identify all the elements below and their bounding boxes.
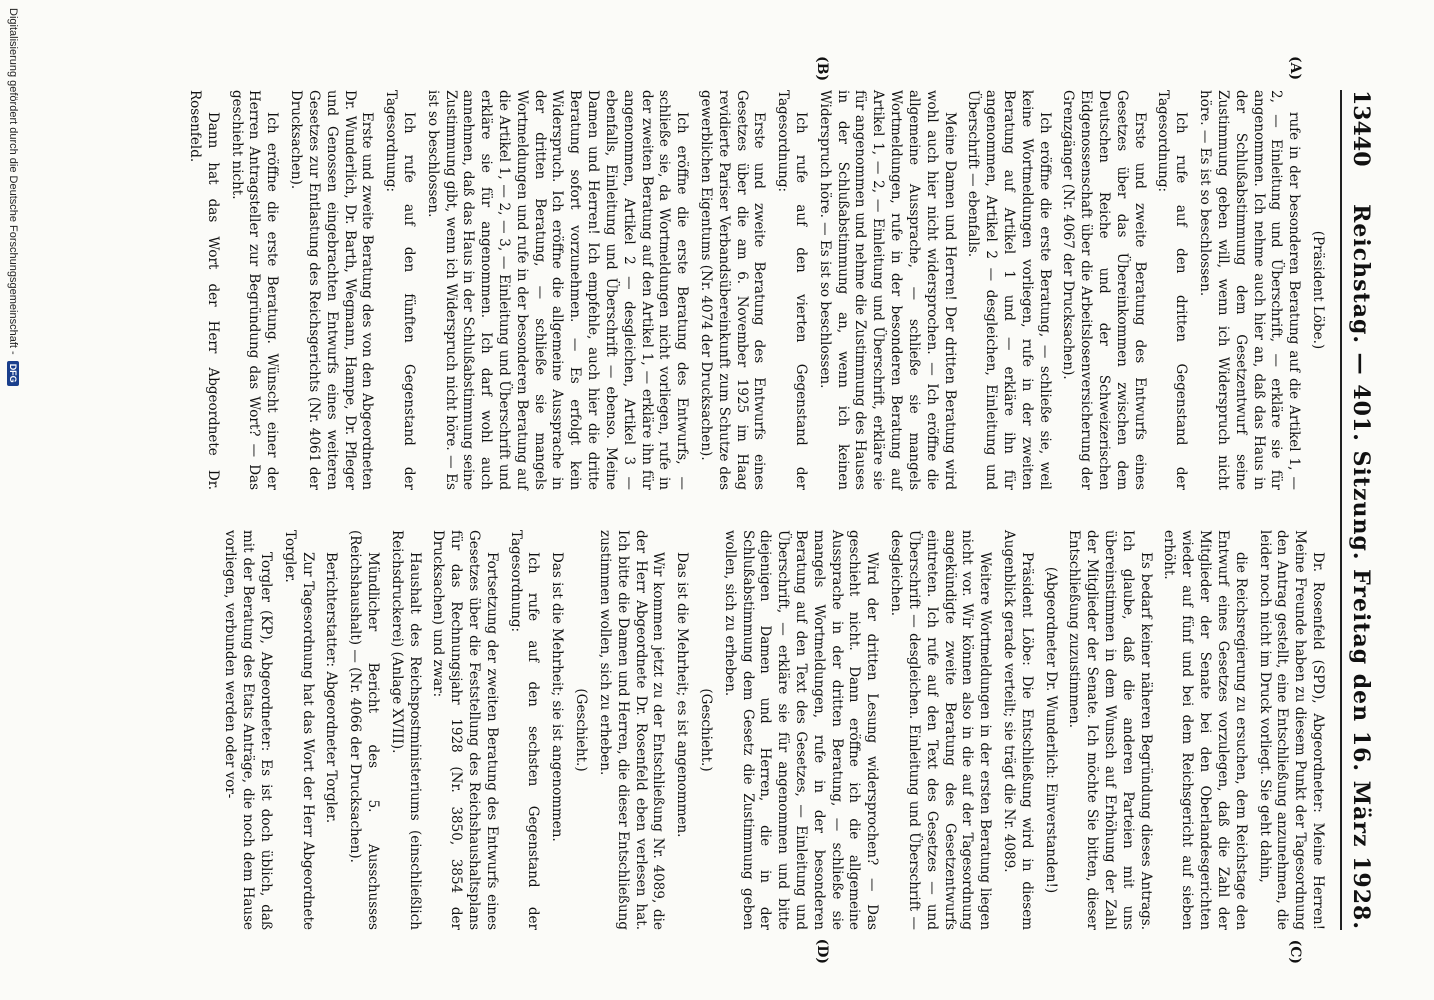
paragraph: Erste und zweite Beratung des Entwurfs eines Gesetzes über das Übereinkommen zwischen dem Deutschen Reiche und der Schweizerischen Eidgenossenschaft über die Arbeitslosenversicherung der Grenzgänger (Nr. 4067 der Drucksachen). — [1060, 90, 1148, 490]
margin-letter-c: (C) — [1287, 939, 1303, 964]
paragraph: Ich rufe auf den fünften Gegenstand der Tagesordnung: — [383, 90, 417, 490]
paragraph: Präsident Löbe: Die Entschließung wird in diesem Augenblick gerade verteilt; sie trägt die Nr. 4089. — [1001, 530, 1035, 930]
paragraph: Das ist die Mehrheit; sie ist angenommen. — [549, 552, 566, 842]
dfg-logo: DFG — [7, 361, 19, 386]
paragraph: Dr. Rosenfeld (SPD), Abgeordneter: Meine Herren! Meine Freunde haben zu diesem Punkt der Tagesordnung den Antrag gestellt, eine Entschließung anzunehmen, die leider noch nicht im Druck vorliegt. Sie geht dahin, — [1256, 530, 1326, 930]
page-title: Reichstag. — 401. Sitzung. Freitag den 16. März 1928. — [1348, 204, 1374, 930]
paragraph: Erste und zweite Beratung des Entwurfs eines Gesetzes über die am 6. November 1925 im Haag revidierte Pariser Verbandsübereinkunft zum Schutze des gewerblichen Eigentums (Nr. 4074 der Drucksachen). — [698, 90, 768, 490]
text-columns — [179, 56, 1326, 964]
paragraph: Weitere Wortmeldungen in der ersten Beratung liegen nicht vor. Wir können also in die auf der Tagesordnung angekündigte zweite Beratung des Gesetzentwurfs eintreten. Ich rufe auf den Text des Gesetzes — und Überschrift — desgleichen. Einleitung und Überschrift — desgleichen. — [888, 530, 994, 930]
paragraph: Wird der dritten Lesung widersprochen? — Das geschieht nicht. Dann eröffne ich die allgemeine Aussprache in der dritten Beratung, — schließe sie mangels Wortmeldungen, rufe in der besonderen Beratung auf den Text des Gesetzes, — Einleitung und Überschrift, — erkläre sie für angenommen und bitte diejenigen Damen und Herren, die in der Schlußabstimmung dem Gesetz die Zustimmung geben wollen, sich zu erheben. — [721, 530, 881, 930]
paragraph: Meine Damen und Herren! Der dritten Beratung wird wohl auch hier nicht widersprochen. — Ich eröffne die allgemeine Aussprache, — schließe sie mangels Wortmeldungen, rufe in der besonderen Beratung auf Artikel 1, — 2, — Einleitung und Überschrift, erkläre sie für angenommen und nehme die Zustimmung des Hauses in der Schlußabstimmung an, wenn ich keinen Widerspruch höre. — Es ist so beschlossen. — [816, 90, 958, 490]
paragraph: Ich rufe auf den vierten Gegenstand der Tagesordnung: — [775, 90, 810, 490]
paragraph: (Präsident Löbe.) — [1310, 230, 1326, 350]
footer-credit: Digitalisierung gefördert durch die Deutsche Forschungsgemeinschaft - — [7, 8, 19, 355]
paragraph: Zur Tagesordnung hat das Wort der Herr Abgeordnete Torgler. — [281, 530, 316, 930]
paragraph: Ich eröffne die erste Beratung. Wünscht einer der Herren Antragsteller zur Begründung das Wort? — Das geschieht nicht. — [228, 90, 281, 490]
paragraph: Ich rufe auf den dritten Gegenstand der Tagesordnung: — [1155, 90, 1190, 490]
margin-letter-b: (B) — [814, 56, 830, 82]
paragraph: Erste und zweite Beratung des von den Abgeordneten Dr. Wunderlich, Dr. Barth, Wegmann, Hampe, Dr. Pfleger und Genossen eingebrachten Entwurfs eines weiteren Gesetzes zur Entlastung des Reichsgerichts (Nr. 4061 der Drucksachen). — [288, 90, 376, 490]
page-header — [1340, 90, 1374, 930]
paragraph: (Geschieht.) — [573, 688, 590, 772]
paragraph: Torgler (KP), Abgeordneter: Es ist doch üblich, daß mit der Beratung des Etats Anträge, die noch dem Hause vorliegen, verbunden werden oder vor- — [222, 530, 274, 930]
paragraph: Wir kommen jetzt zu der Entschließung Nr. 4089, die der Herr Abgeordnete Dr. Rosenfeld eben verlesen hat. Ich bitte die Damen und Herren, die dieser Entschließung zustimmen wollen, sich zu erheben. — [596, 530, 667, 930]
paragraph: Mündlicher Bericht des 5. Ausschusses (Reichshaushalt) — (Nr. 4066 der Drucksachen). — [347, 530, 381, 930]
margin-letter-d: (D) — [814, 938, 830, 964]
paragraph: Dann hat das Wort der Herr Abgeordnete Dr. Rosenfeld. — [187, 90, 221, 490]
paragraph: Ich rufe auf den sechsten Gegenstand der Tagesordnung: — [507, 530, 542, 930]
margin-letter-a: (A) — [1287, 56, 1303, 81]
paragraph: Das ist die Mehrheit; es ist angenommen. — [674, 552, 691, 838]
left-column — [179, 56, 1326, 490]
paragraph: Es bedarf keiner näheren Begründung dieses Antrags. Ich glaube, daß die anderen Parteien mit uns übereinstimmen in dem Wunsch auf Erhöhung der Zahl der Mitglieder der Senate. Ich möchte Sie bitten, dieser Entschließung zuzustimmen. — [1066, 530, 1154, 930]
paragraph: (Geschieht.) — [698, 688, 714, 772]
right-column — [179, 530, 1326, 964]
digitization-footer — [0, 0, 26, 1000]
paragraph: (Abgeordneter Dr. Wunderlich: Einverstanden!) — [1042, 566, 1059, 894]
paragraph: Haushalt des Reichspostministeriums (einschließlich Reichsdruckerei) (Anlage XVIII). — [388, 530, 423, 930]
paragraph: Berichterstatter: Abgeordneter Torgler. — [323, 552, 340, 824]
paragraph: Ich eröffne die erste Beratung des Entwurfs, — schließe sie, da Wortmeldungen nicht vorliegen, rufe in der zweiten Beratung auf den Artikel 1, — erkläre ihn für angenommen, Artikel 2 — desgleichen, Artikel 3 — ebenfalls, Einleitung und Überschrift — ebenso. Meine Damen und Herren! Ich empfehle, auch hier die dritte Beratung sofort vorzunehmen. — Es erfolgt kein Widerspruch. Ich eröffne die allgemeine Aussprache in der dritten Beratung, — schließe sie mangels Wortmeldungen und rufe in der besonderen Beratung auf die Artikel 1, — 2, — 3, — Einleitung und Überschrift und erkläre sie für angenommen. Ich darf wohl auch annehmen, daß das Haus in der Schlußabstimmung seine Zustimmung gibt, wenn ich Widerspruch nicht höre. — Es ist so beschlossen. — [424, 90, 691, 490]
paragraph: Fortsetzung der zweiten Beratung des Entwurfs eines Gesetzes über die Feststellung des Reichshaushaltsplans für das Rechnungsjahr 1928 (Nr. 3850, 3854 der Drucksachen) und zwar: — [430, 530, 500, 930]
paragraph: die Reichsregierung zu ersuchen, dem Reichstage den Entwurf eines Gesetzes vorzulegen, daß die Zahl der Mitglieder der Senate bei den Oberlandesgerichten wieder auf fünf und bei dem Reichsgericht auf sieben erhöht. — [1161, 530, 1249, 930]
paragraph: rufe in der besonderen Beratung auf die Artikel 1, — 2, — Einleitung und Überschrift, — erkläre sie für angenommen. Ich nehme auch hier an, daß das Haus in der Schlußabstimmung dem Gesetzentwurf seine Zustimmung geben will, wenn ich Widerspruch nicht höre. — Es ist so beschlossen. — [1197, 90, 1303, 490]
paragraph: Ich eröffne die erste Beratung, — schließe sie, weil keine Wortmeldungen vorliegen, rufe in der zweiten Beratung auf Artikel 1 und — erkläre ihn für angenommen, Artikel 2 — desgleichen, Einleitung und Überschrift — ebenfalls. — [965, 90, 1053, 490]
page-number: 13440 — [1348, 90, 1374, 167]
